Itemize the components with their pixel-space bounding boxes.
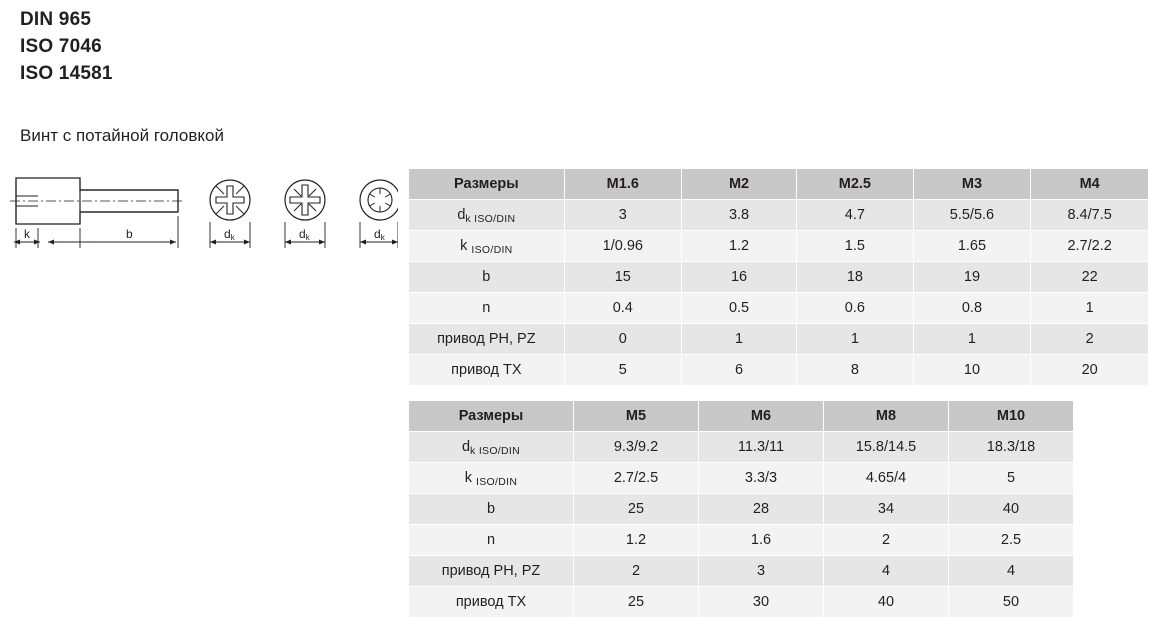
cell-value: 1: [1031, 293, 1149, 324]
header-cell-m1-6: M1.6: [564, 169, 681, 200]
header-cell-dimensions: Размеры: [409, 401, 574, 432]
row-label-k: k $_{ISO/DIN}$: [409, 463, 574, 494]
cell-value: 22: [1031, 262, 1149, 293]
cell-value: 2.7/2.2: [1031, 231, 1149, 262]
cell-value: 5: [564, 355, 681, 386]
cell-value: 0.4: [564, 293, 681, 324]
cell-value: 40: [824, 587, 949, 618]
cell-value: 16: [681, 262, 796, 293]
cell-value: 0.5: [681, 293, 796, 324]
row-label-drive-ph-pz: привод PH, PZ: [409, 556, 574, 587]
table-row: [409, 463, 1074, 494]
dimension-label-dk-3: dk: [374, 227, 385, 242]
cell-value: 0.8: [913, 293, 1031, 324]
table-row: [409, 587, 1074, 618]
cell-value: 3.3/3: [699, 463, 824, 494]
cell-value: 4: [949, 556, 1074, 587]
header-cell-m10: M10: [949, 401, 1074, 432]
cell-value: 1/0.96: [564, 231, 681, 262]
table-row: [409, 525, 1074, 556]
cell-value: 18.3/18: [949, 432, 1074, 463]
row-label-n: n: [409, 525, 574, 556]
header-cell-m5: M5: [574, 401, 699, 432]
table-row: [409, 262, 1149, 293]
cell-value: 5: [949, 463, 1074, 494]
cell-value: 8.4/7.5: [1031, 200, 1149, 231]
cell-value: 10: [913, 355, 1031, 386]
cell-value: 0: [564, 324, 681, 355]
header-cell-m2-5: M2.5: [797, 169, 913, 200]
cell-value: 15.8/14.5: [824, 432, 949, 463]
cell-value: 2: [574, 556, 699, 587]
dimensions-table-large-sizes: [408, 400, 1074, 618]
cell-value: 6: [681, 355, 796, 386]
table-row: [409, 293, 1149, 324]
header-cell-m3: M3: [913, 169, 1031, 200]
cell-value: 2.7/2.5: [574, 463, 699, 494]
cell-value: 34: [824, 494, 949, 525]
dimensions-table-small-sizes: [408, 168, 1149, 386]
standard-title-block: [20, 6, 113, 87]
header-cell-dimensions: Размеры: [409, 169, 565, 200]
header-cell-m8: M8: [824, 401, 949, 432]
cell-value: 1: [913, 324, 1031, 355]
cell-value: 2.5: [949, 525, 1074, 556]
dimension-label-k: k: [24, 227, 30, 241]
table-header-row: [409, 169, 1149, 200]
standard-iso-14581: ISO 14581: [20, 63, 113, 84]
cell-value: 9.3/9.2: [574, 432, 699, 463]
cell-value: 20: [1031, 355, 1149, 386]
dimension-label-b: b: [126, 227, 133, 241]
table-row: [409, 231, 1149, 262]
table-row: [409, 324, 1149, 355]
row-label-k: k $_{ISO/DIN}$: [409, 231, 565, 262]
table-row: [409, 494, 1074, 525]
cell-value: 1: [681, 324, 796, 355]
table-row: [409, 355, 1149, 386]
table-row: [409, 200, 1149, 231]
cell-value: 8: [797, 355, 913, 386]
cell-value: 1: [797, 324, 913, 355]
table-row: [409, 556, 1074, 587]
row-label-n: n: [409, 293, 565, 324]
row-label-dk: $d_{k ISO/DIN}$: [409, 432, 574, 463]
cell-value: 0.6: [797, 293, 913, 324]
cell-value: 2: [824, 525, 949, 556]
cell-value: 4.65/4: [824, 463, 949, 494]
standard-din-965: DIN 965: [20, 9, 92, 30]
page-subtitle: Винт с потайной головкой: [20, 126, 224, 145]
cell-value: 18: [797, 262, 913, 293]
cell-value: 1.6: [699, 525, 824, 556]
cell-value: 1.2: [681, 231, 796, 262]
cell-value: 3.8: [681, 200, 796, 231]
screw-drawing: [8, 160, 398, 270]
cell-value: 25: [574, 494, 699, 525]
cell-value: 4: [824, 556, 949, 587]
header-cell-m2: M2: [681, 169, 796, 200]
dimension-label-dk-2: dk: [299, 227, 310, 242]
cell-value: 30: [699, 587, 824, 618]
row-label-drive-ph-pz: привод PH, PZ: [409, 324, 565, 355]
standard-iso-7046: ISO 7046: [20, 36, 102, 57]
row-label-b: b: [409, 262, 565, 293]
cell-value: 3: [699, 556, 824, 587]
header-cell-m4: M4: [1031, 169, 1149, 200]
table-header-row: [409, 401, 1074, 432]
dimension-label-dk-1: dk: [224, 227, 235, 242]
cell-value: 3: [564, 200, 681, 231]
row-label-drive-tx: привод TX: [409, 355, 565, 386]
row-label-b: b: [409, 494, 574, 525]
cell-value: 1.65: [913, 231, 1031, 262]
cell-value: 40: [949, 494, 1074, 525]
row-label-dk: $d_{k ISO/DIN}$: [409, 200, 565, 231]
cell-value: 1.5: [797, 231, 913, 262]
cell-value: 50: [949, 587, 1074, 618]
cell-value: 1.2: [574, 525, 699, 556]
cell-value: 25: [574, 587, 699, 618]
table-row: [409, 432, 1074, 463]
cell-value: 19: [913, 262, 1031, 293]
cell-value: 11.3/11: [699, 432, 824, 463]
header-cell-m6: M6: [699, 401, 824, 432]
cell-value: 4.7: [797, 200, 913, 231]
row-label-drive-tx: привод TX: [409, 587, 574, 618]
cell-value: 15: [564, 262, 681, 293]
cell-value: 28: [699, 494, 824, 525]
cell-value: 2: [1031, 324, 1149, 355]
cell-value: 5.5/5.6: [913, 200, 1031, 231]
